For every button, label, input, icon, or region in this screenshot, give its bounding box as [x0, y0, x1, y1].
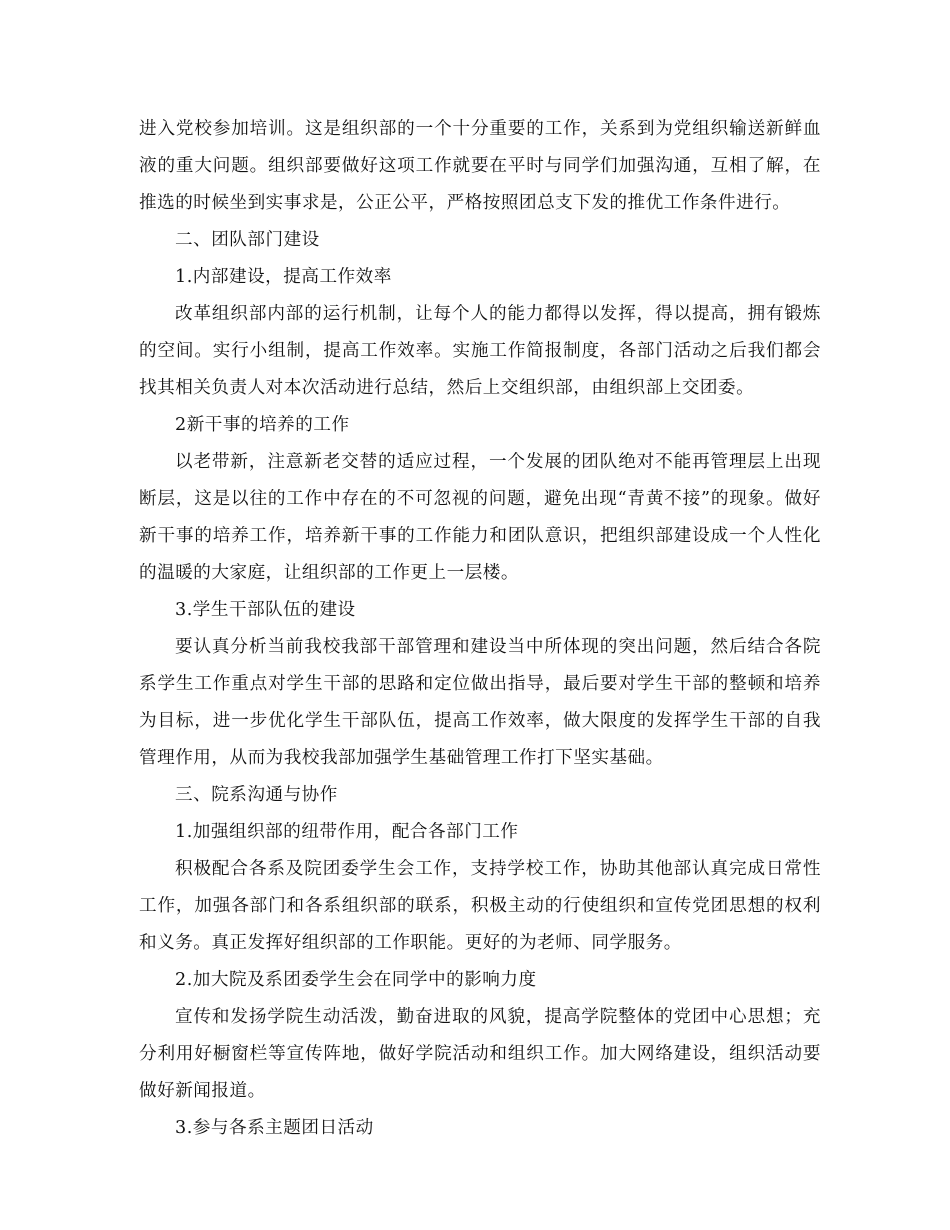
section-heading-communication: 三、院系沟通与协作: [175, 785, 338, 805]
paragraph-party-school: 进入党校参加培训。这是组织部的一个十分重要的工作，关系到为党组织输送新鲜血液的重大问题。组织部要做好这项工作就要在平时与同学们加强沟通，互相了解，在推选的时候坐到实事求是，公正公平，严格按照团总支下发的推优工作条件进行。: [139, 119, 821, 213]
paragraph-new-staff: 以老带新，注意新老交替的适应过程，一个发展的团队绝对不能再管理层上出现断层，这是以往的工作中存在的不可忽视的问题，避免出现“青黄不接”的现象。做好新干事的培养工作，培养新干事的工作能力和团队意识，把组织部建设成一个人性化的温暖的大家庭，让组织部的工作更上一层楼。: [139, 452, 821, 583]
paragraph-internal-building: 改革组织部内部的运行机制，让每个人的能力都得以发挥，得以提高，拥有锻炼的空间。实行小组制，提高工作效率。实施工作简报制度，各部门活动之后我们都会找其相关负责人对本次活动进行总结，然后上交组织部，由组织部上交团委。: [139, 304, 821, 398]
subheading-cadre-team: 3.学生干部队伍的建设: [175, 600, 356, 620]
subheading-influence: 2.加大院及系团委学生会在同学中的影响力度: [175, 970, 537, 990]
paragraph-liaison-role: 积极配合各系及院团委学生会工作，支持学校工作，协助其他部认真完成日常性工作，加强各部门和各系组织部的联系，积极主动的行使组织和宣传党团思想的权利和义务。真正发挥好组织部的工作职能。更好的为老师、同学服务。: [139, 859, 821, 953]
paragraph-cadre-team: 要认真分析当前我校我部干部管理和建设当中所体现的突出问题，然后结合各院系学生工作重点对学生干部的思路和定位做出指导，最后要对学生干部的整顿和培养为目标，进一步优化学生干部队伍，提高工作效率，做大限度的发挥学生干部的自我管理作用，从而为我校我部加强学生基础管理工作打下坚实基础。: [139, 637, 821, 768]
subheading-liaison-role: 1.加强组织部的纽带作用，配合各部门工作: [175, 822, 519, 842]
subheading-internal-building: 1.内部建设，提高工作效率: [175, 267, 392, 287]
subheading-new-staff: 2新干事的培养的工作: [175, 415, 350, 435]
document-body: [139, 111, 821, 1147]
paragraph-influence: 宣传和发扬学院生动活泼，勤奋进取的风貌，提高学院整体的党团中心思想；充分利用好橱窗栏等宣传阵地，做好学院活动和组织工作。加大网络建设，组织活动要做好新闻报道。: [139, 1007, 821, 1101]
section-heading-team-building: 二、团队部门建设: [175, 230, 320, 250]
subheading-theme-activities: 3.参与各系主题团日活动: [175, 1118, 374, 1138]
